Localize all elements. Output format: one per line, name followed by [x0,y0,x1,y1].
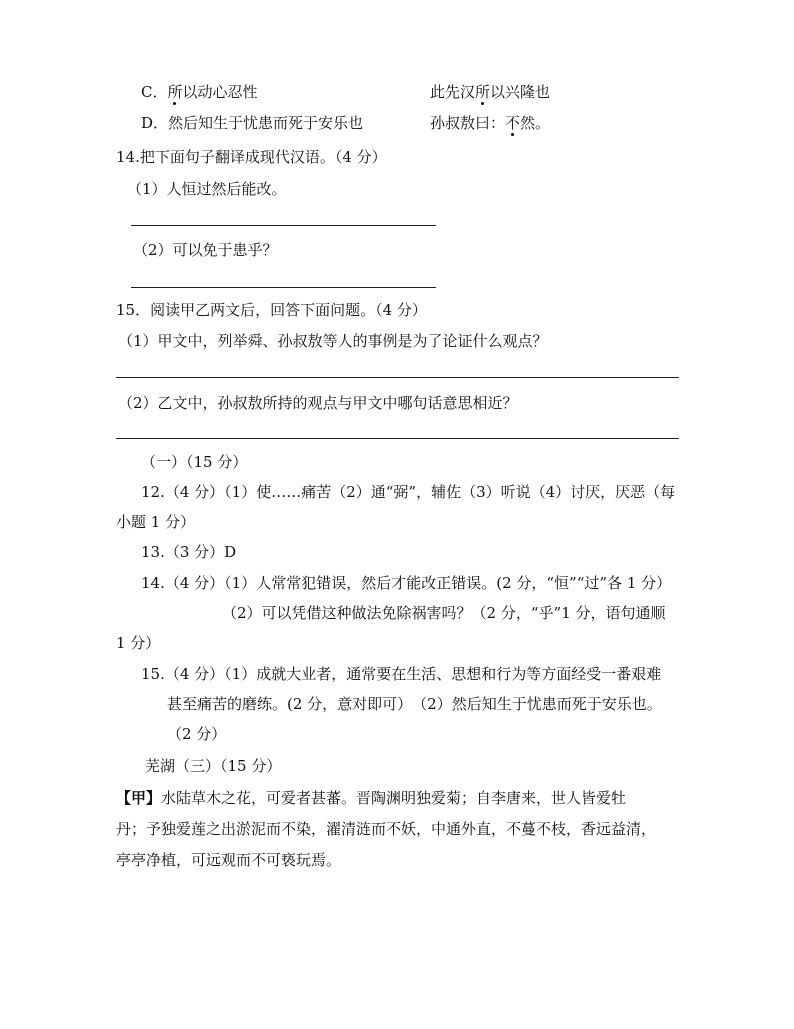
q15-answer-line-1[interactable] [116,377,679,378]
wuhu-section-title: 芜湖（三）（15 分） [145,757,282,775]
option-c-right: 此先汉所以兴隆也 [430,83,551,101]
passage-jia-label: 【甲】 [116,789,162,807]
emphasis-dot-char: 所 [475,83,491,101]
answer-12-line1: 12.（4 分）（1）使……痛苦（2）通“弼”，辅佐（3）听说（4）讨厌，厌恶（每 [141,483,676,501]
answer-15-line3: （2 分） [167,725,227,743]
answer-14-line2: （2）可以凭借这种做法免除祸害吗？（2 分，“乎”1 分，语句通顺 [222,604,666,622]
passage-jia-line2: 丹；予独爱莲之出淤泥而不染，濯清涟而不妖，中通外直，不蔓不枝，香远益清， [116,820,657,838]
q14-item1: （1）人恒过然后能改。 [127,180,287,198]
passage-jia-line3: 亭亭净植，可远观而不可亵玩焉。 [116,851,342,869]
q14-item2: （2）可以免于患乎？ [133,241,278,259]
emphasis-dot-char: 所 [167,83,183,101]
q15-item1: （1）甲文中，列举舜、孙叔敖等人的事例是为了论证什么观点？ [118,332,548,350]
q14-answer-line-2[interactable] [131,287,436,288]
answers-section-heading: （一）（15 分） [141,453,248,471]
answer-14-line3: 1 分） [116,634,161,652]
answer-15-line1: 15.（4 分）（1）成就大业者，通常要在生活、思想和行为等方面经受一番艰难 [141,665,662,683]
emphasis-dot-char: 不 [505,114,521,132]
answer-13: 13.（3 分）D [141,543,237,561]
answer-14-line1: 14.（4 分）（1）人常常犯错误，然后才能改正错误。(2 分，“恒”“过”各 1 分） [141,574,672,592]
option-c-left: C．所以动心忍性 [141,83,258,101]
answer-12-line2: 小题 1 分） [116,513,196,531]
q15-title: 15．阅读甲乙两文后，回答下面问题。（4 分） [116,301,427,319]
q15-item2: （2）乙文中，孙叔敖所持的观点与甲文中哪句话意思相近？ [118,394,518,412]
q14-title: 14.把下面句子翻译成现代汉语。（4 分） [116,148,387,166]
q15-answer-line-2[interactable] [116,438,679,439]
passage-jia-line1: 【甲】水陆草木之花，可爱者甚蕃。晋陶渊明独爱菊；自李唐来，世人皆爱牡 [116,789,627,807]
option-d-right: 孙叔敖曰：不然。 [430,114,551,132]
option-d-left: D．然后知生于忧患而死于安乐也 [141,114,364,132]
q14-answer-line-1[interactable] [131,225,436,226]
answer-15-line2: 甚至痛苦的磨练。(2 分，意对即可） （2）然后知生于忧患而死于安乐也。 [167,695,662,713]
